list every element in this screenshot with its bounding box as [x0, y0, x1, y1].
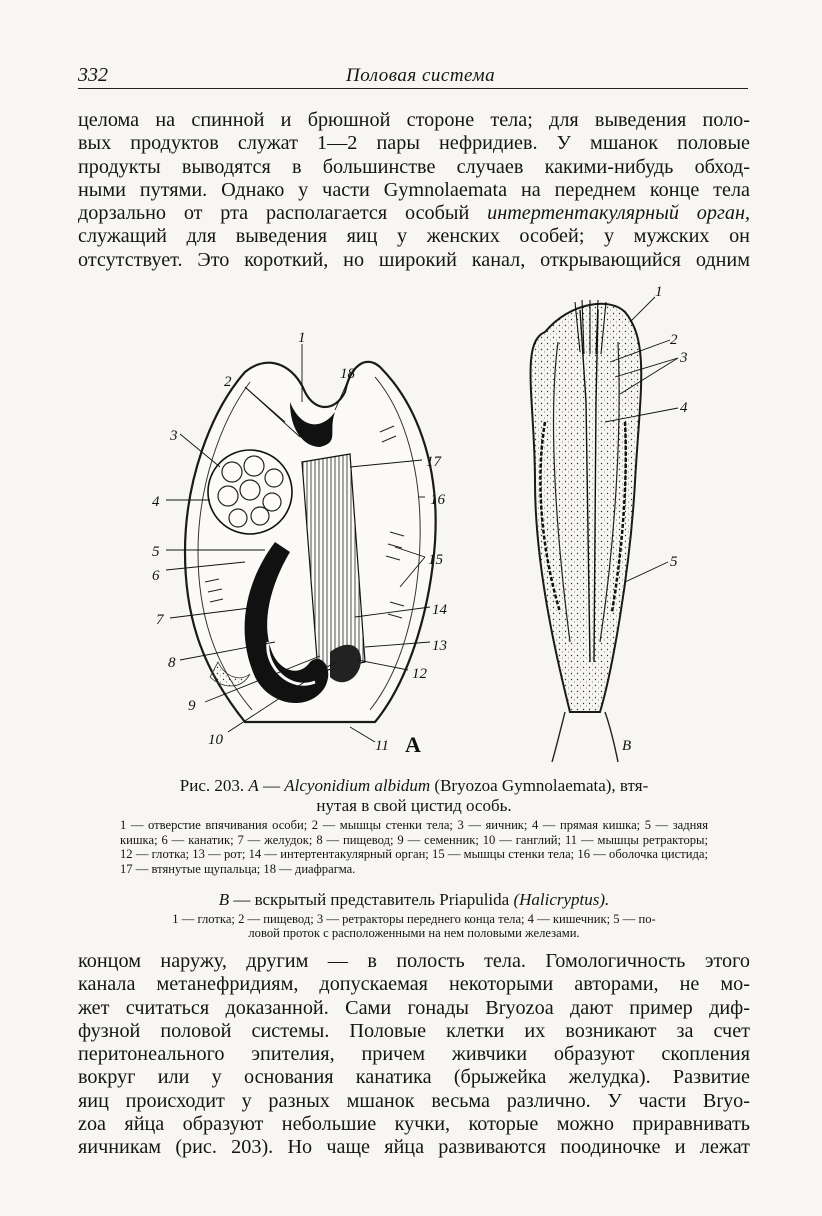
- caption-legend-b: [78, 912, 750, 940]
- running-header: [78, 62, 748, 89]
- text-line: канала метанефридиям, допускаемая некоторыми авторами, не мо-: [78, 973, 750, 996]
- text-line: вокруг или у основания канатика (брыжейка желудка). Развитие: [78, 1066, 750, 1089]
- text-line: яичникам (рис. 203). Но чаще яйца развиваются поодиночке и лежат: [78, 1136, 750, 1159]
- figure-caption: [78, 776, 750, 816]
- figure-label: 5: [152, 544, 160, 560]
- caption-species-a: Alcyonidium albidum: [284, 776, 431, 795]
- text-line: отсутствует. Это короткий, но широкий канал, открывающийся одним: [78, 248, 750, 271]
- figure-label: 2: [224, 374, 232, 390]
- text-line: [78, 202, 750, 225]
- caption-letter-a: А: [248, 776, 259, 795]
- running-title: Половая система: [346, 65, 496, 86]
- figure-label: 10: [208, 732, 223, 748]
- figure-label: 12: [412, 666, 427, 682]
- figure-label: 14: [432, 602, 447, 618]
- caption-line2: нутая в свой цистид особь.: [316, 796, 512, 815]
- legend-b-line: ловой проток с расположенными на нем половыми железами.: [248, 926, 580, 940]
- text-line: фузной половой системы. Половые клетки их возникают за счет: [78, 1019, 750, 1042]
- figure-label: 11: [375, 738, 389, 754]
- figure-label: 3: [680, 350, 688, 366]
- figure-label: 6: [152, 568, 160, 584]
- caption-group-a: (Bryozoa Gymnolaemata), втя-: [434, 776, 649, 795]
- figure-label: 4: [680, 400, 688, 416]
- figure-label: 3: [170, 428, 178, 444]
- legend-b-line: 1 — глотка; 2 — пищевод; 3 — ретракторы переднего конца тела; 4 — кишечник; 5 — по-: [172, 912, 656, 926]
- figure-letter-a: А: [405, 732, 421, 757]
- figure-203: [150, 282, 710, 762]
- text-segment: дорзально от рта располагается особый: [78, 202, 470, 225]
- text-line: вых продуктов служат 1—2 пары нефридиев. У мшанок половые: [78, 132, 750, 155]
- figure-label: 16: [430, 492, 445, 508]
- figure-label: 13: [432, 638, 447, 654]
- figure-label: 5: [670, 554, 678, 570]
- intro-paragraph: [78, 109, 750, 272]
- text-line: концом наружу, другим — в полость тела. Гомологичность этого: [78, 950, 750, 972]
- caption-species-b: (Halicryptus).: [513, 890, 610, 909]
- italic-term: интертентакулярный орган,: [487, 202, 751, 225]
- figure-label: 18: [340, 366, 355, 382]
- text-line: жет считаться доказанной. Сами гонады Bryozoa дают пример диф-: [78, 996, 750, 1019]
- outro-paragraph: [78, 950, 750, 1160]
- figure-label: 15: [428, 552, 443, 568]
- text-line: целома на спинной и брюшной стороне тела; для выведения поло-: [78, 109, 750, 131]
- figure-letter-b: В: [622, 738, 632, 754]
- caption-letter-b: В: [218, 890, 230, 909]
- figure-label: 9: [188, 698, 196, 714]
- text-line: zoa яйца образуют небольшие кучки, которые можно приравнивать: [78, 1113, 750, 1136]
- caption-legend-a: 1 — отверстие впячивания особи; 2 — мышцы стенки тела; 3 — яичник; 4 — прямая кишка; 5 — задняя кишка; 6 — канатик; 7 — желудок; 8 — пищевод; 9 — семенник; 10 — ганглий; 11 — мышцы ретракторы; 12 — глотка; 13 — рот; 14 — интертентакулярный орган; 15 — мышцы стенки тела; 16 — оболочка цистида; 17 — втянутые щупальца; 18 — диафрагма.: [120, 818, 708, 876]
- caption-b-text: — вскрытый представитель Priapulida: [229, 890, 510, 909]
- figure-label: 2: [670, 332, 678, 348]
- caption-b: [78, 890, 750, 910]
- drawing-b-priapulid: [531, 300, 642, 762]
- caption-dash: —: [258, 776, 285, 795]
- figure-label: 7: [156, 612, 164, 628]
- figure-label: 8: [168, 655, 176, 671]
- figure-label: 17: [426, 454, 441, 470]
- figure-label: 1: [655, 284, 663, 300]
- figure-label: 1: [298, 330, 306, 346]
- text-line: служащий для выведения яиц у женских особей; у мужских он: [78, 225, 750, 248]
- page-number: 332: [78, 64, 108, 86]
- figure-label: 4: [152, 494, 160, 510]
- text-line: перитонеального эпителия, причем живчики образуют скопления: [78, 1043, 750, 1066]
- caption-prefix: Рис. 203.: [179, 776, 245, 795]
- text-line: яиц происходит у разных мшанок весьма различно. У части Bryo-: [78, 1089, 750, 1112]
- text-line: ными путями. Однако у части Gymnolaemata на переднем конце тела: [78, 178, 750, 201]
- text-line: продукты выводятся в большинстве случаев какими-нибудь обход-: [78, 155, 750, 178]
